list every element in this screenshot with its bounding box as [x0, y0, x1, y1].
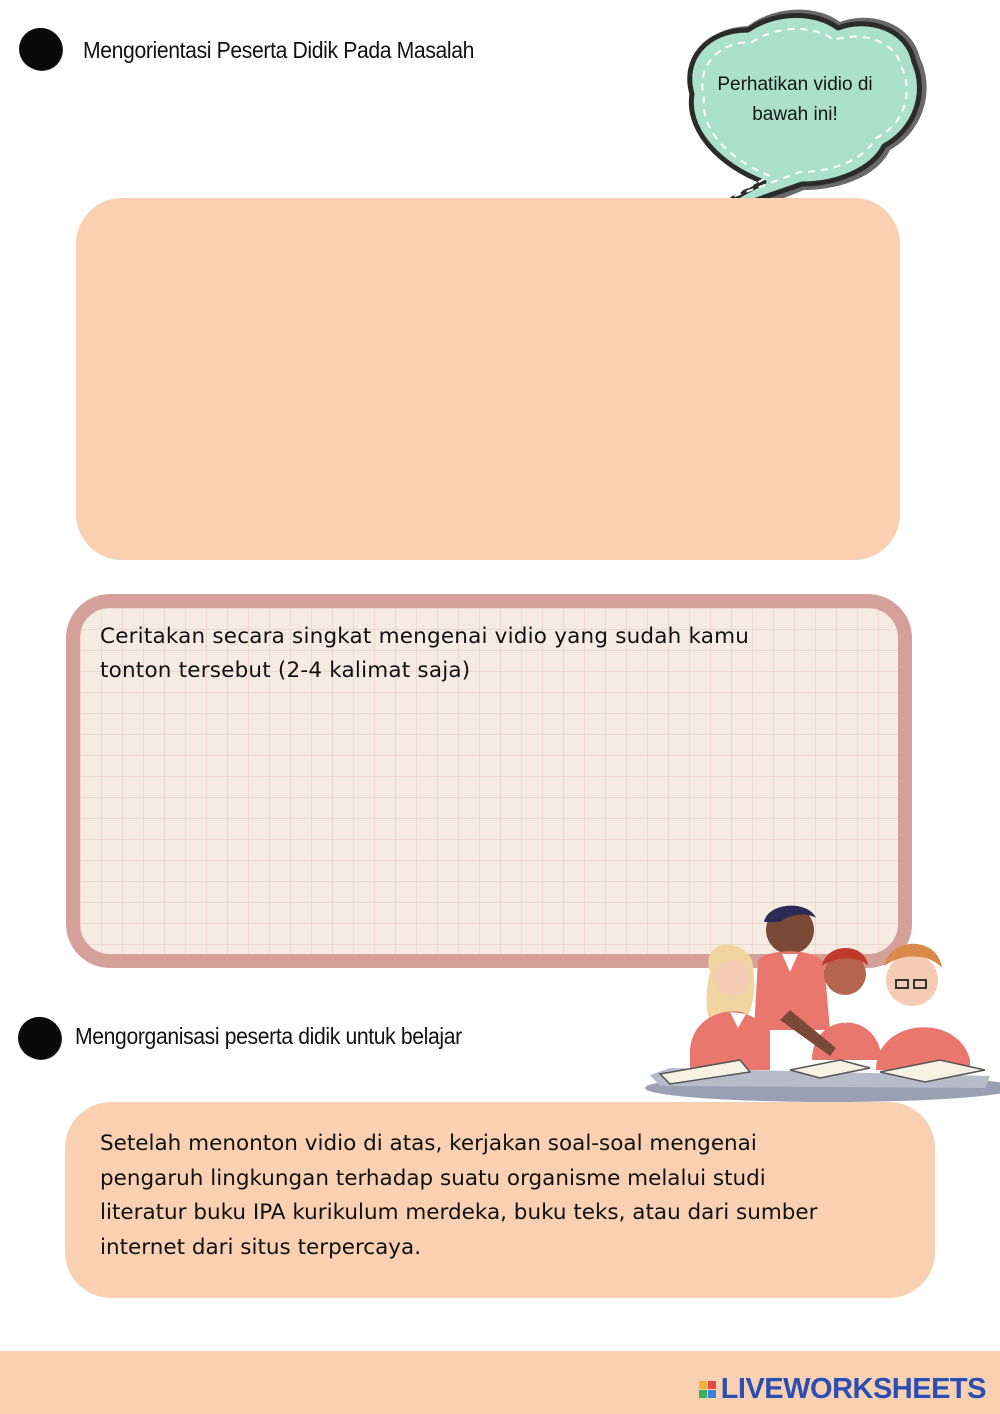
- video-container[interactable]: [76, 198, 900, 560]
- section-1-heading: Mengorientasi Peserta Didik Pada Masalah: [83, 37, 475, 63]
- speech-bubble-text: [700, 70, 890, 130]
- brand-name: LIVEWORKSHEETS: [720, 1373, 986, 1405]
- liveworksheets-logo-icon: [699, 1381, 716, 1398]
- speech-bubble-line-1: Perhatikan vidio di: [717, 74, 873, 95]
- liveworksheets-brand[interactable]: [699, 1373, 986, 1406]
- logo-square-4: [708, 1390, 716, 1398]
- section-1-bullet: [20, 28, 62, 70]
- answer-prompt-line-2: tonton tersebut (2-4 kalimat saja): [100, 658, 471, 683]
- task-line-2: pengaruh lingkungan terhadap suatu organisme melalui studi: [100, 1165, 766, 1191]
- speech-bubble-line-2: bawah ini!: [752, 104, 838, 125]
- section-2-heading: Mengorganisasi peserta didik untuk belajar: [75, 1023, 462, 1049]
- task-line-1: Setelah menonton vidio di atas, kerjakan soal-soal mengenai: [100, 1131, 757, 1156]
- students-studying-illustration: [640, 900, 1000, 1105]
- logo-square-3: [699, 1390, 707, 1398]
- task-instructions: [100, 1127, 920, 1265]
- answer-prompt-line-1: Ceritakan secara singkat mengenai vidio yang sudah kamu: [100, 624, 750, 649]
- task-line-3: literatur buku IPA kurikulum merdeka, buku teks, atau dari sumber: [100, 1200, 818, 1225]
- answer-prompt: [100, 620, 840, 688]
- logo-square-2: [708, 1381, 716, 1389]
- task-line-4: internet dari situs terpercaya.: [100, 1234, 422, 1260]
- section-2-bullet: [19, 1017, 61, 1059]
- logo-square-1: [699, 1381, 707, 1389]
